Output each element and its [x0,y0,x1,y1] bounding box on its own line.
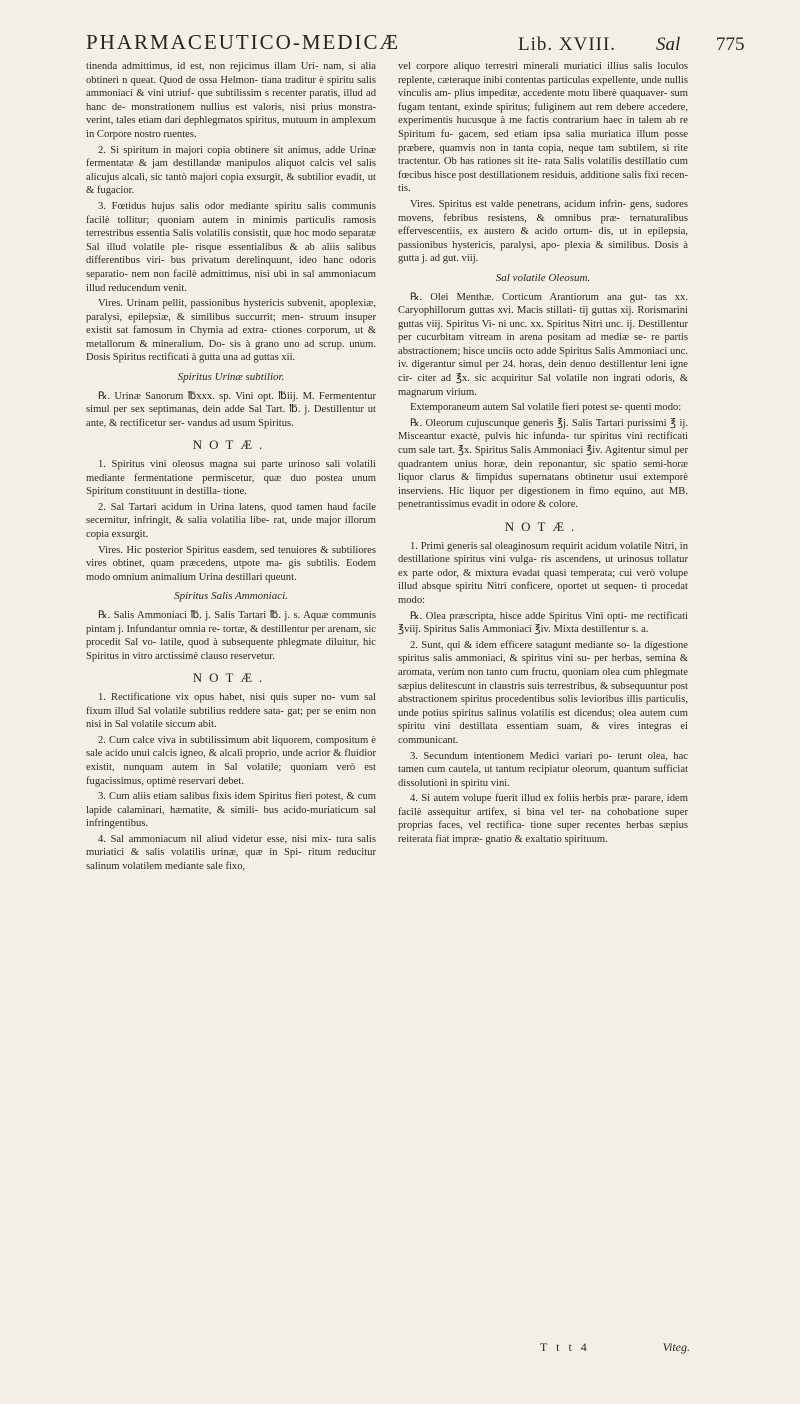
paragraph: ℞. Olea præscripta, hisce adde Spiritus Vini opti- me rectificati ℥viij. Spiritus Salis Ammoniaci ℥iv. Mixta destillentur s. a. [398,610,688,636]
paragraph: vel corpore aliquo terrestri minerali muriatici illius salis loculos replente, cæteraque inibi contentas particulas expellente, unde nullis vinculis am- plius impeditæ, accedente motu liberè quaquaver- sum fugam tentant, exinde spiritus; fuliginem aut rem debere accedere, experimentis hucusque à me factis contrarium haec in talem ab re Spiritum fu- gacem, sed etiam ipsa salia muriatica illum posse præbere, quamvis non in tanta copia, neque tam subtilem, si rite tractentur. Ob has rationes sit ite- rata Salis volatilis destillatio cum fœcibus hisce post destillationem residuis, additione salis fixi recen- tis. [398,61,688,195]
paragraph: Vires. Spiritus est valde penetrans, acidum infrin- gens, sudores movens, febribus resistens, & omnibus præ- ternaturalibus effervescentiis, ex austero & acido ortum- dis, ut in epilepsia, passionibus hystericis, paralysi, apo- plexia & similibus. Dosis à gutta j. ad gut. viij. [398,198,688,265]
right-column [398,60,688,1360]
paragraph: Vires. Hic posterior Spiritus easdem, sed tenuiores & subtiliores vires obtinet, quam præcedens, utpote ma- gis subtilis. Eodem modo omnium animalium Urina destillari queunt. [86,544,376,583]
left-column [86,60,376,1360]
paragraph: 1. Rectificatione vix opus habet, nisi quis super no- vum sal fixum illud Sal volatile subtilius reddere sata- gat; per se enim non nisi in Sal volatile siccum abit. [86,691,376,731]
paragraph: 2. Sunt, qui & idem efficere satagunt mediante so- la digestione spiritus salis ammoniaci, & spiritus vini su- per herbas, semina & aromata, verùm non tanto cum fructu, quoniam olea cum phlegmate sæpius delitescunt in claustris suis terrestribus, & subsequuntur post abstractionem spiritus procedentibus solis levioribus illis particulis, unde potius spiritus salinus volatilis est dicendus; olea autem cum spiritu vini destillata essentiam suam, & vires integras ei communicant. [398,639,688,746]
paragraph: 1. Primi generis sal oleaginosum requirit acidum volatile Nitri, in destillatione spiritus vini vulga- ris ascendens, ut urinosus tollatur ex parte odor, & mixtura evadat quasi temperata; cui verò volupe illud absque spiritu Nitri conficere, oportet ut sequen- ti procedat modo: [398,540,688,606]
paragraph: 3. Secundum intentionem Medici variari po- terunt olea, hac tamen cum cautela, ut tantum recipiatur oleorum, quantum sufficiat dissolutioni in spiritu vini. [398,750,688,789]
notae-heading: NOTÆ. [192,437,270,453]
page-number: 775 [716,34,745,55]
paragraph: ℞. Oleorum cujuscunque generis ℥j. Salis Tartari purissimi ℥ ij. Misceantur exactè, pulvis hic infunda- tur spiritus vini rectificati cum sale tart. ℥x. Spiritus Salis Ammoniaci ℥iv. Agitentur simul per quadrantem unius horæ, dein reponantur, sic spatio semi-horæ liquor clarus & limpidus supernatans obtinetur usui extemporè inserviens. Hic liquor per digestionem in fimo equino, aut MB. penetrantissimus evadit in odore & colore. [398,417,688,511]
paragraph: 2. Cum calce viva in subtilissimum abit liquorem, compositum è sale acido unui calcis igneo, & alcali proprio, unde acrior & fluidior existit, nunquam autem in Sal volatile; quoniam verò est fugacissimus, optimè reservari debet. [86,734,376,787]
page-footer [540,1340,690,1360]
paragraph: Vires. Urinam pellit, passionibus hystericis subvenit, apoplexiæ, paralysi, epilepsiæ, & similibus succurrit; men- struum insuper existit sat famosum in Chymia ad extra- ctiones corporum, ut & metallorum & mineralium. Do- sis à grano uno ad scrup. unum. Dosis Spiritus rectificati à gutta una ad guttas xii. [86,298,376,364]
paragraph: 4. Si autem volupe fuerit illud ex foliis herbis præ- parare, idem facilè assequitur artifex, si bina vel ter- na cohobatione super proprias faces, vel rectifica- tione super recentes herbas sæpius reiterata fiat impræ- gnatio & exaltatio spirituum. [398,793,688,846]
paragraph: ℞. Olei Menthæ. Corticum Arantiorum ana gut- tas xx. Caryophillorum guttas xvi. Macis stillati- tij guttas xij. Rorismarini guttas viij. Spiritus Vi- ni unc. xx. Spiritus Nitri unc. ij. Destillentur per cucurbitam vitream in arena positam ad mediæ se- re partis abstractionem; hisce unciis octo adde Spiritus Salis Ammoniaci unc. iv. digerantur simul per 24. horas, dein denuo destillentur leni igne cir- citer ad ℥x. sic acquiritur Sal volatile non ingrati odoris, & magnarum virium. [398,291,688,398]
paragraph: ℞. Salis Ammoniaci ℔. j. Salis Tartari ℔. j. s. Aquæ communis pintam j. Infundantur omnia re- tortæ, & destillentur per arenam, sic procedit Sal vo- latile, quod à subsequente phlegmate diluitur, hic Spiritus in vitro arctissimè clauso reservetur. [86,609,376,662]
catchword: Viteg. [662,1340,690,1354]
paragraph: Extemporaneum autem Sal volatile fieri potest se- quenti modo: [410,402,682,414]
recipe-heading: Sal volatile Oleosum. [495,271,591,284]
notae-heading: NOTÆ. [504,519,582,534]
book-number: Lib. XVIII. [518,34,617,55]
paragraph: tinenda admittimus, id est, non rejicimus illam Uri- nam, si alia obtineri n queat. Quod de ossa Helmon- tiana traditur è spiritu salis ammoniaci & vini utriuf- que subtilissim s recenter paratis, illud ad hanc de- monstrationem nullius est valoris, nisi prius monstra- verint, tales etiam dari dephlegmatos spiritus, mutuum in amplexum in Corpore nostro ruentes. [86,61,376,140]
recipe-heading: Spiritus Salis Ammoniaci. [174,590,288,603]
signature-mark: T t t 4 [540,1340,590,1354]
paragraph: 1. Spiritus vini oleosus magna sui parte urinoso sali volatili mediante fermentatione permiscetur, quæ duo postea unum Spiritum constituunt in destilla- tione. [86,459,376,498]
paragraph: ℞. Urinæ Sanorum ℔xxx. sp. Vini opt. ℔iij. M. Fermententur simul per sex septimanas, dein adde Sal Tart. ℔. j. Destillentur ut ante, & rectificetur ser- vandus ad usum Spiritus. [86,390,376,429]
notae-heading: NOTÆ. [192,670,270,686]
paragraph: 4. Sal ammoniacum nil aliud videtur esse, nisi mix- tura salis muriatici & salis volatilis urinæ, quæ in Spi- ritum reducitur salinum volatilem mediante sale fixo, [86,833,376,873]
section-keyword: Sal [656,34,681,55]
paragraph: 2. Sal Tartari acidum in Urina latens, quod tamen haud facile secernitur, infringit, & salia volatilia libe- rat, unde major illorum copia exsurgit. [86,501,376,540]
paragraph: 3. Fœtidus hujus salis odor mediante spiritu salis communis facilè tollitur; quoniam autem in minimis particulis ramosis terrestribus essentia Salis volatilis consistit, quæ hoc modo separatæ Sal illud volatile ple- risque essentialibus & ab aliis salibus differentibus viri- bus privatum derelinquunt, ideo hanc odoris separatio- nem non facilè admittimus, nisi ubi in sal ammoniacum illud reducendum venit. [86,200,376,294]
paragraph: 2. Si spiritum in majori copia obtinere sit animus, adde Urinæ fermentatæ & jam destillandæ manipulos aliquot calcis vel salis alicujus alcali, sic tantò majori copia exsurgit, & subtilior evadit, ut & fugacior. [86,144,376,197]
running-title: PHARMACEUTICO-MEDICÆ [86,30,401,54]
recipe-heading: Spiritus Urinæ subtilior. [177,371,285,384]
paragraph: 3. Cum aliis etiam salibus fixis idem Spiritus fieri potest, & cum lapide calaminari, hæmatite, & simili- bus acido-muriaticum sal infringentibus. [86,791,376,830]
